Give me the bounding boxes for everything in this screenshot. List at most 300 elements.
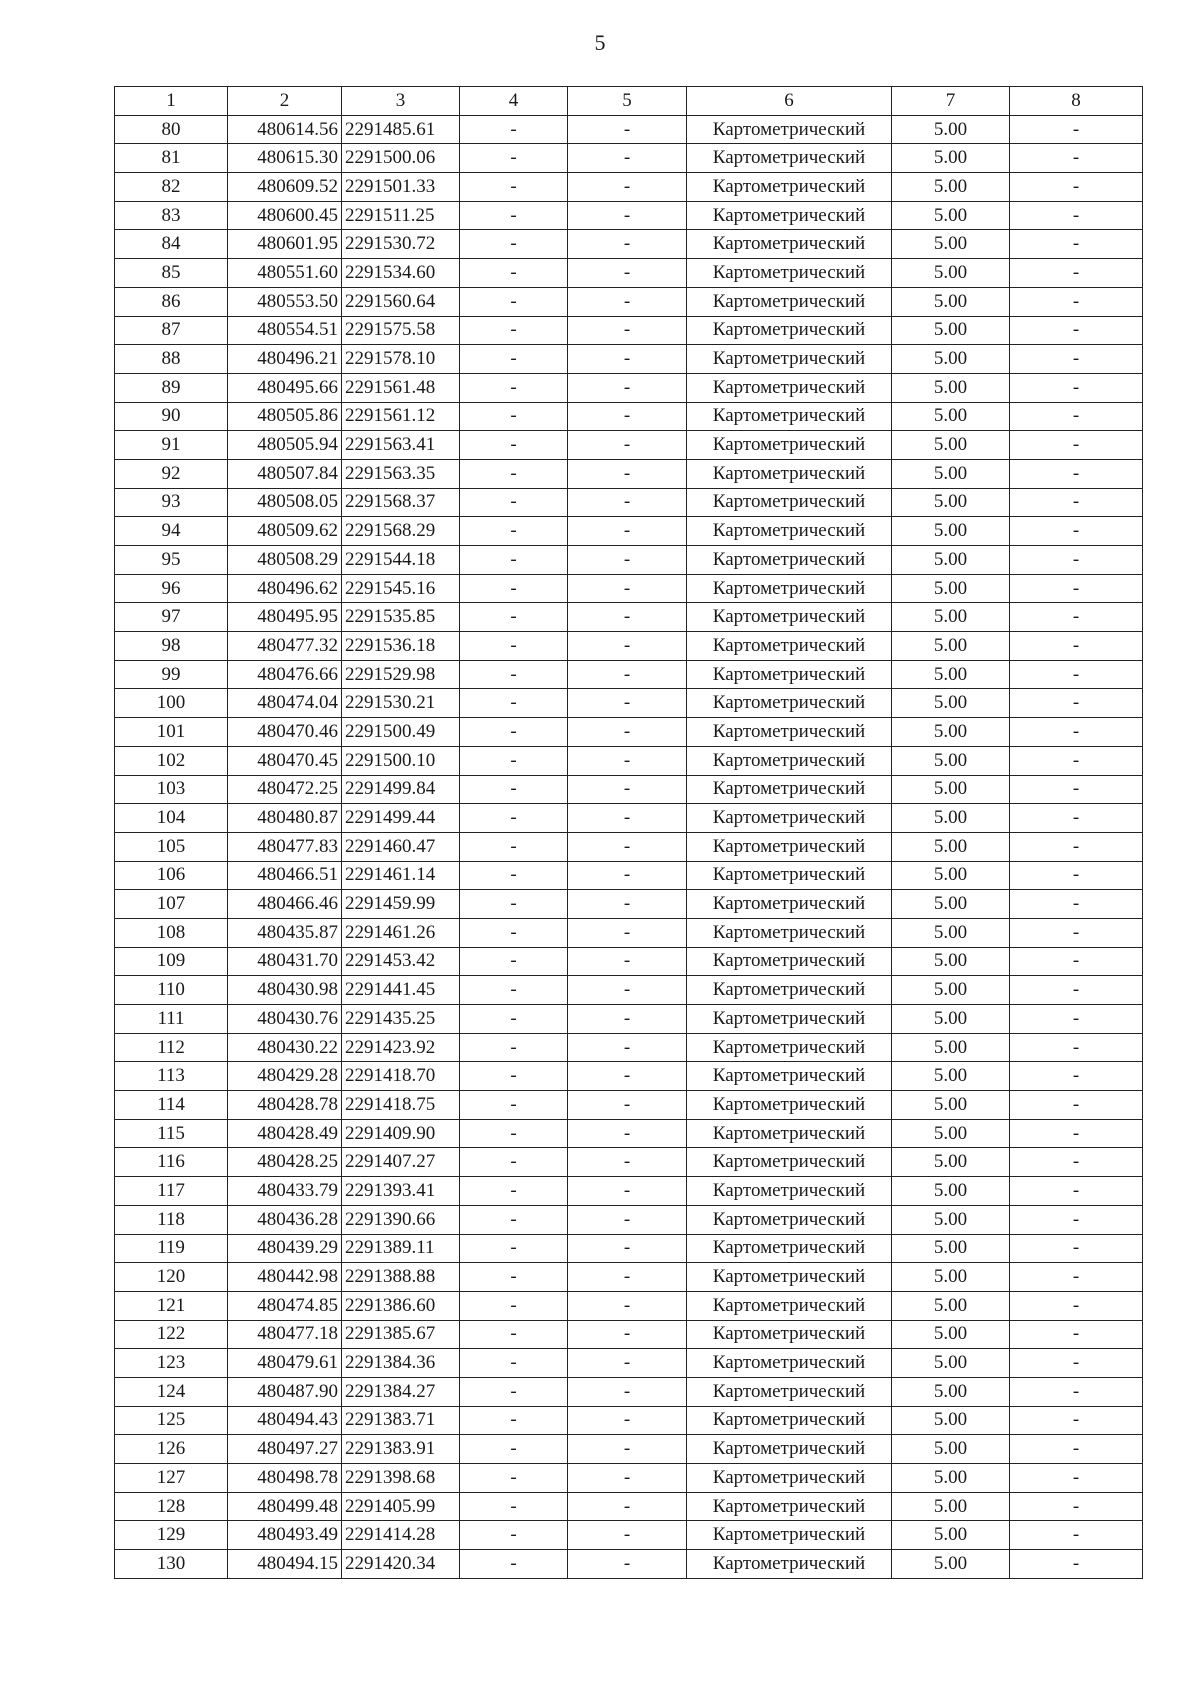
col5-cell: - (568, 574, 687, 603)
y-coordinate-cell: 2291414.28 (342, 1521, 460, 1550)
table-row (115, 488, 1143, 517)
table-row (115, 1177, 1143, 1206)
y-coordinate-cell: 2291500.10 (342, 746, 460, 775)
y-coordinate-cell: 2291545.16 (342, 574, 460, 603)
col4-cell: - (460, 1464, 568, 1493)
point-number-cell: 107 (115, 890, 228, 919)
table-row (115, 1263, 1143, 1292)
table-row (115, 1377, 1143, 1406)
accuracy-cell: 5.00 (892, 345, 1010, 374)
point-number-cell: 124 (115, 1377, 228, 1406)
x-coordinate-cell: 480553.50 (228, 287, 342, 316)
col8-cell: - (1010, 660, 1143, 689)
method-cell: Картометрический (687, 1435, 892, 1464)
point-number-cell: 82 (115, 173, 228, 202)
col5-cell: - (568, 1177, 687, 1206)
point-number-cell: 87 (115, 316, 228, 345)
col4-cell: - (460, 1062, 568, 1091)
table-row (115, 1435, 1143, 1464)
accuracy-cell: 5.00 (892, 287, 1010, 316)
header-cell: 6 (687, 87, 892, 116)
table-row (115, 201, 1143, 230)
col8-cell: - (1010, 144, 1143, 173)
method-cell: Картометрический (687, 632, 892, 661)
point-number-cell: 125 (115, 1406, 228, 1435)
col4-cell: - (460, 287, 568, 316)
col8-cell: - (1010, 1464, 1143, 1493)
y-coordinate-cell: 2291461.26 (342, 918, 460, 947)
point-number-cell: 80 (115, 115, 228, 144)
accuracy-cell: 5.00 (892, 1234, 1010, 1263)
col4-cell: - (460, 718, 568, 747)
col4-cell: - (460, 861, 568, 890)
method-cell: Картометрический (687, 1464, 892, 1493)
point-number-cell: 98 (115, 632, 228, 661)
x-coordinate-cell: 480495.95 (228, 603, 342, 632)
col4-cell: - (460, 603, 568, 632)
table-row (115, 947, 1143, 976)
x-coordinate-cell: 480554.51 (228, 316, 342, 345)
x-coordinate-cell: 480466.46 (228, 890, 342, 919)
accuracy-cell: 5.00 (892, 660, 1010, 689)
y-coordinate-cell: 2291398.68 (342, 1464, 460, 1493)
x-coordinate-cell: 480497.27 (228, 1435, 342, 1464)
accuracy-cell: 5.00 (892, 718, 1010, 747)
method-cell: Картометрический (687, 1291, 892, 1320)
accuracy-cell: 5.00 (892, 1464, 1010, 1493)
table-row (115, 1005, 1143, 1034)
method-cell: Картометрический (687, 345, 892, 374)
col8-cell: - (1010, 1435, 1143, 1464)
point-number-cell: 122 (115, 1320, 228, 1349)
table-row (115, 1234, 1143, 1263)
col4-cell: - (460, 804, 568, 833)
table-row (115, 1119, 1143, 1148)
accuracy-cell: 5.00 (892, 517, 1010, 546)
point-number-cell: 115 (115, 1119, 228, 1148)
header-cell: 3 (342, 87, 460, 116)
method-cell: Картометрический (687, 890, 892, 919)
table-row (115, 1033, 1143, 1062)
accuracy-cell: 5.00 (892, 144, 1010, 173)
y-coordinate-cell: 2291535.85 (342, 603, 460, 632)
col4-cell: - (460, 1435, 568, 1464)
point-number-cell: 94 (115, 517, 228, 546)
col5-cell: - (568, 947, 687, 976)
table-row (115, 660, 1143, 689)
y-coordinate-cell: 2291418.75 (342, 1091, 460, 1120)
table-row (115, 1492, 1143, 1521)
accuracy-cell: 5.00 (892, 546, 1010, 575)
method-cell: Картометрический (687, 1521, 892, 1550)
col5-cell: - (568, 861, 687, 890)
header-cell: 8 (1010, 87, 1143, 116)
y-coordinate-cell: 2291501.33 (342, 173, 460, 202)
col8-cell: - (1010, 1205, 1143, 1234)
x-coordinate-cell: 480480.87 (228, 804, 342, 833)
x-coordinate-cell: 480477.18 (228, 1320, 342, 1349)
method-cell: Картометрический (687, 1320, 892, 1349)
y-coordinate-cell: 2291560.64 (342, 287, 460, 316)
y-coordinate-cell: 2291441.45 (342, 976, 460, 1005)
col8-cell: - (1010, 402, 1143, 431)
accuracy-cell: 5.00 (892, 574, 1010, 603)
x-coordinate-cell: 480494.15 (228, 1550, 342, 1579)
x-coordinate-cell: 480431.70 (228, 947, 342, 976)
col8-cell: - (1010, 976, 1143, 1005)
col4-cell: - (460, 459, 568, 488)
point-number-cell: 108 (115, 918, 228, 947)
y-coordinate-cell: 2291499.84 (342, 775, 460, 804)
table-row (115, 459, 1143, 488)
table-row (115, 144, 1143, 173)
x-coordinate-cell: 480507.84 (228, 459, 342, 488)
y-coordinate-cell: 2291405.99 (342, 1492, 460, 1521)
col8-cell: - (1010, 259, 1143, 288)
x-coordinate-cell: 480435.87 (228, 918, 342, 947)
method-cell: Картометрический (687, 144, 892, 173)
col4-cell: - (460, 345, 568, 374)
col5-cell: - (568, 488, 687, 517)
col8-cell: - (1010, 1521, 1143, 1550)
col5-cell: - (568, 431, 687, 460)
col8-cell: - (1010, 488, 1143, 517)
accuracy-cell: 5.00 (892, 1177, 1010, 1206)
header-cell: 1 (115, 87, 228, 116)
table-row (115, 1464, 1143, 1493)
col5-cell: - (568, 1062, 687, 1091)
x-coordinate-cell: 480600.45 (228, 201, 342, 230)
header-cell: 4 (460, 87, 568, 116)
x-coordinate-cell: 480477.83 (228, 832, 342, 861)
table-row (115, 1349, 1143, 1378)
method-cell: Картометрический (687, 316, 892, 345)
col5-cell: - (568, 144, 687, 173)
point-number-cell: 106 (115, 861, 228, 890)
table-row (115, 431, 1143, 460)
y-coordinate-cell: 2291530.21 (342, 689, 460, 718)
col5-cell: - (568, 316, 687, 345)
x-coordinate-cell: 480466.51 (228, 861, 342, 890)
point-number-cell: 102 (115, 746, 228, 775)
point-number-cell: 105 (115, 832, 228, 861)
point-number-cell: 89 (115, 373, 228, 402)
y-coordinate-cell: 2291575.58 (342, 316, 460, 345)
method-cell: Картометрический (687, 488, 892, 517)
accuracy-cell: 5.00 (892, 832, 1010, 861)
point-number-cell: 104 (115, 804, 228, 833)
point-number-cell: 119 (115, 1234, 228, 1263)
x-coordinate-cell: 480493.49 (228, 1521, 342, 1550)
accuracy-cell: 5.00 (892, 1521, 1010, 1550)
col5-cell: - (568, 1492, 687, 1521)
point-number-cell: 103 (115, 775, 228, 804)
col8-cell: - (1010, 201, 1143, 230)
y-coordinate-cell: 2291383.91 (342, 1435, 460, 1464)
col4-cell: - (460, 1177, 568, 1206)
col4-cell: - (460, 316, 568, 345)
method-cell: Картометрический (687, 1119, 892, 1148)
col5-cell: - (568, 718, 687, 747)
col4-cell: - (460, 1406, 568, 1435)
col8-cell: - (1010, 861, 1143, 890)
method-cell: Картометрический (687, 775, 892, 804)
y-coordinate-cell: 2291561.48 (342, 373, 460, 402)
col5-cell: - (568, 976, 687, 1005)
x-coordinate-cell: 480470.46 (228, 718, 342, 747)
x-coordinate-cell: 480428.78 (228, 1091, 342, 1120)
table-row (115, 345, 1143, 374)
point-number-cell: 128 (115, 1492, 228, 1521)
accuracy-cell: 5.00 (892, 1550, 1010, 1579)
table-row (115, 1062, 1143, 1091)
y-coordinate-cell: 2291386.60 (342, 1291, 460, 1320)
table-row (115, 1091, 1143, 1120)
point-number-cell: 81 (115, 144, 228, 173)
col4-cell: - (460, 1148, 568, 1177)
method-cell: Картометрический (687, 1205, 892, 1234)
col5-cell: - (568, 1263, 687, 1292)
method-cell: Картометрический (687, 1062, 892, 1091)
col8-cell: - (1010, 1550, 1143, 1579)
col4-cell: - (460, 1263, 568, 1292)
table-row (115, 230, 1143, 259)
table-row (115, 804, 1143, 833)
method-cell: Картометрический (687, 947, 892, 976)
x-coordinate-cell: 480505.86 (228, 402, 342, 431)
accuracy-cell: 5.00 (892, 861, 1010, 890)
col5-cell: - (568, 1119, 687, 1148)
x-coordinate-cell: 480439.29 (228, 1234, 342, 1263)
x-coordinate-cell: 480614.56 (228, 115, 342, 144)
col4-cell: - (460, 1291, 568, 1320)
accuracy-cell: 5.00 (892, 259, 1010, 288)
y-coordinate-cell: 2291453.42 (342, 947, 460, 976)
col5-cell: - (568, 173, 687, 202)
y-coordinate-cell: 2291536.18 (342, 632, 460, 661)
table-row (115, 861, 1143, 890)
method-cell: Картометрический (687, 718, 892, 747)
point-number-cell: 130 (115, 1550, 228, 1579)
col8-cell: - (1010, 1320, 1143, 1349)
point-number-cell: 100 (115, 689, 228, 718)
x-coordinate-cell: 480505.94 (228, 431, 342, 460)
col5-cell: - (568, 1435, 687, 1464)
col5-cell: - (568, 1550, 687, 1579)
point-number-cell: 123 (115, 1349, 228, 1378)
table-row (115, 718, 1143, 747)
col4-cell: - (460, 1234, 568, 1263)
x-coordinate-cell: 480508.29 (228, 546, 342, 575)
accuracy-cell: 5.00 (892, 1005, 1010, 1034)
col4-cell: - (460, 201, 568, 230)
accuracy-cell: 5.00 (892, 947, 1010, 976)
accuracy-cell: 5.00 (892, 1033, 1010, 1062)
point-number-cell: 114 (115, 1091, 228, 1120)
x-coordinate-cell: 480601.95 (228, 230, 342, 259)
x-coordinate-cell: 480609.52 (228, 173, 342, 202)
col8-cell: - (1010, 1377, 1143, 1406)
col4-cell: - (460, 660, 568, 689)
y-coordinate-cell: 2291534.60 (342, 259, 460, 288)
col5-cell: - (568, 746, 687, 775)
method-cell: Картометрический (687, 546, 892, 575)
col4-cell: - (460, 1492, 568, 1521)
table-row (115, 632, 1143, 661)
table-row (115, 1406, 1143, 1435)
method-cell: Картометрический (687, 1234, 892, 1263)
y-coordinate-cell: 2291568.37 (342, 488, 460, 517)
col4-cell: - (460, 632, 568, 661)
point-number-cell: 95 (115, 546, 228, 575)
col8-cell: - (1010, 287, 1143, 316)
table-row (115, 603, 1143, 632)
x-coordinate-cell: 480495.66 (228, 373, 342, 402)
y-coordinate-cell: 2291459.99 (342, 890, 460, 919)
y-coordinate-cell: 2291393.41 (342, 1177, 460, 1206)
x-coordinate-cell: 480479.61 (228, 1349, 342, 1378)
accuracy-cell: 5.00 (892, 1148, 1010, 1177)
col4-cell: - (460, 1320, 568, 1349)
table-body (115, 115, 1143, 1578)
y-coordinate-cell: 2291511.25 (342, 201, 460, 230)
y-coordinate-cell: 2291423.92 (342, 1033, 460, 1062)
point-number-cell: 92 (115, 459, 228, 488)
col4-cell: - (460, 947, 568, 976)
accuracy-cell: 5.00 (892, 488, 1010, 517)
table-row (115, 918, 1143, 947)
y-coordinate-cell: 2291418.70 (342, 1062, 460, 1091)
col4-cell: - (460, 1205, 568, 1234)
x-coordinate-cell: 480498.78 (228, 1464, 342, 1493)
table-row (115, 1291, 1143, 1320)
col4-cell: - (460, 1119, 568, 1148)
accuracy-cell: 5.00 (892, 316, 1010, 345)
method-cell: Картометрический (687, 918, 892, 947)
accuracy-cell: 5.00 (892, 1406, 1010, 1435)
col4-cell: - (460, 1091, 568, 1120)
col4-cell: - (460, 746, 568, 775)
col5-cell: - (568, 1521, 687, 1550)
col5-cell: - (568, 1320, 687, 1349)
method-cell: Картометрический (687, 431, 892, 460)
col5-cell: - (568, 345, 687, 374)
method-cell: Картометрический (687, 861, 892, 890)
accuracy-cell: 5.00 (892, 1435, 1010, 1464)
col4-cell: - (460, 402, 568, 431)
point-number-cell: 121 (115, 1291, 228, 1320)
method-cell: Картометрический (687, 1091, 892, 1120)
accuracy-cell: 5.00 (892, 1291, 1010, 1320)
col8-cell: - (1010, 1291, 1143, 1320)
col5-cell: - (568, 1205, 687, 1234)
y-coordinate-cell: 2291578.10 (342, 345, 460, 374)
col5-cell: - (568, 1091, 687, 1120)
col8-cell: - (1010, 746, 1143, 775)
accuracy-cell: 5.00 (892, 918, 1010, 947)
col8-cell: - (1010, 345, 1143, 374)
y-coordinate-cell: 2291500.49 (342, 718, 460, 747)
col8-cell: - (1010, 230, 1143, 259)
col5-cell: - (568, 689, 687, 718)
method-cell: Картометрический (687, 1005, 892, 1034)
header-row (115, 87, 1143, 116)
accuracy-cell: 5.00 (892, 201, 1010, 230)
col8-cell: - (1010, 689, 1143, 718)
col4-cell: - (460, 488, 568, 517)
x-coordinate-cell: 480430.22 (228, 1033, 342, 1062)
col5-cell: - (568, 1349, 687, 1378)
method-cell: Картометрический (687, 1177, 892, 1206)
x-coordinate-cell: 480433.79 (228, 1177, 342, 1206)
point-number-cell: 129 (115, 1521, 228, 1550)
col8-cell: - (1010, 1091, 1143, 1120)
x-coordinate-cell: 480436.28 (228, 1205, 342, 1234)
y-coordinate-cell: 2291420.34 (342, 1550, 460, 1579)
col8-cell: - (1010, 832, 1143, 861)
col5-cell: - (568, 775, 687, 804)
point-number-cell: 126 (115, 1435, 228, 1464)
method-cell: Картометрический (687, 603, 892, 632)
col5-cell: - (568, 1291, 687, 1320)
accuracy-cell: 5.00 (892, 373, 1010, 402)
col5-cell: - (568, 1234, 687, 1263)
col4-cell: - (460, 431, 568, 460)
accuracy-cell: 5.00 (892, 402, 1010, 431)
col4-cell: - (460, 1521, 568, 1550)
method-cell: Картометрический (687, 746, 892, 775)
col8-cell: - (1010, 173, 1143, 202)
col4-cell: - (460, 259, 568, 288)
point-number-cell: 116 (115, 1148, 228, 1177)
y-coordinate-cell: 2291529.98 (342, 660, 460, 689)
accuracy-cell: 5.00 (892, 459, 1010, 488)
col4-cell: - (460, 775, 568, 804)
method-cell: Картометрический (687, 660, 892, 689)
y-coordinate-cell: 2291409.90 (342, 1119, 460, 1148)
y-coordinate-cell: 2291568.29 (342, 517, 460, 546)
x-coordinate-cell: 480429.28 (228, 1062, 342, 1091)
method-cell: Картометрический (687, 373, 892, 402)
table-row (115, 115, 1143, 144)
table-row (115, 373, 1143, 402)
col5-cell: - (568, 804, 687, 833)
col8-cell: - (1010, 546, 1143, 575)
table-row (115, 1521, 1143, 1550)
col8-cell: - (1010, 603, 1143, 632)
header-cell: 2 (228, 87, 342, 116)
x-coordinate-cell: 480494.43 (228, 1406, 342, 1435)
col8-cell: - (1010, 373, 1143, 402)
col8-cell: - (1010, 517, 1143, 546)
col5-cell: - (568, 1377, 687, 1406)
y-coordinate-cell: 2291383.71 (342, 1406, 460, 1435)
x-coordinate-cell: 480474.85 (228, 1291, 342, 1320)
point-number-cell: 112 (115, 1033, 228, 1062)
col5-cell: - (568, 402, 687, 431)
x-coordinate-cell: 480499.48 (228, 1492, 342, 1521)
accuracy-cell: 5.00 (892, 431, 1010, 460)
col5-cell: - (568, 603, 687, 632)
col5-cell: - (568, 1005, 687, 1034)
accuracy-cell: 5.00 (892, 976, 1010, 1005)
y-coordinate-cell: 2291407.27 (342, 1148, 460, 1177)
col5-cell: - (568, 459, 687, 488)
x-coordinate-cell: 480496.62 (228, 574, 342, 603)
col8-cell: - (1010, 1005, 1143, 1034)
x-coordinate-cell: 480470.45 (228, 746, 342, 775)
y-coordinate-cell: 2291460.47 (342, 832, 460, 861)
